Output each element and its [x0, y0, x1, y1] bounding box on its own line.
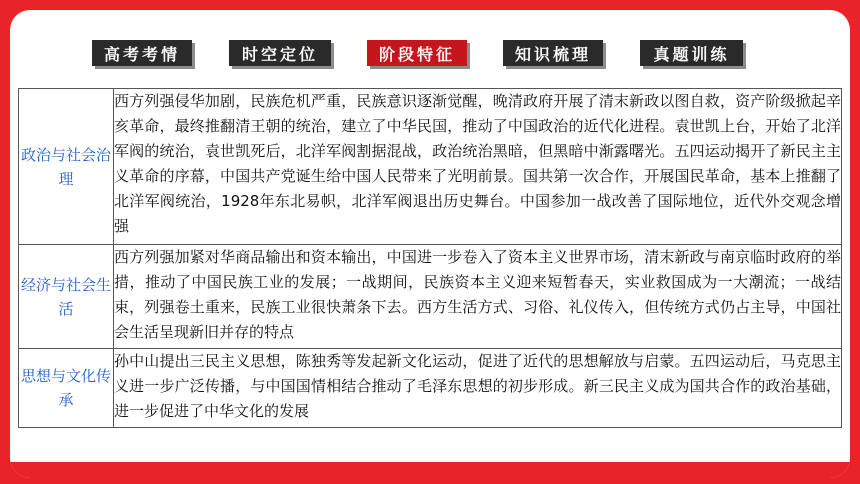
- slide-card: [10, 10, 850, 478]
- tab-bar: [10, 40, 850, 66]
- table-row: [19, 89, 842, 245]
- content-economy: 西方列强加紧对华商品输出和资本输出，中国进一步卷入了资本主义世界市场，清末新政与南京临时政府的举措，推动了中国民族工业的发展；一战期间，民族资本主义迎来短暂春天，实业救国成为一大潮流；一战结束，列强卷土重来，民族工业很快萧条下去。西方生活方式、习俗、礼仪传入，但传统方式仍占主导，中国社会生活呈现新旧并存的特点: [114, 245, 842, 349]
- stage-features-table: [18, 88, 842, 428]
- tab-time-space[interactable]: 时空定位: [229, 40, 331, 66]
- table-row: [19, 349, 842, 428]
- tab-stage-features[interactable]: 阶段特征: [367, 40, 467, 66]
- tab-exam-practice[interactable]: 真题训练: [640, 40, 743, 66]
- category-politics: 政治与社会治理: [19, 89, 114, 245]
- bottom-band: [10, 462, 850, 478]
- content-politics: 西方列强侵华加剧，民族危机严重，民族意识逐渐觉醒，晚清政府开展了清末新政以图自救，资产阶级掀起辛亥革命，最终推翻清王朝的统治，建立了中华民国，推动了中国政治的近代化进程。袁世凯上台，开始了北洋军阀的统治，袁世凯死后，北洋军阀割据混战，政治统治黑暗，但黑暗中渐露曙光。五四运动揭开了新民主主义革命的序幕，中国共产党诞生给中国人民带来了光明前景。国共第一次合作，开展国民革命，基本上推翻了北洋军阀统治，1928年东北易帜，北洋军阀退出历史舞台。中国参加一战改善了国际地位，近代外交观念增强: [114, 89, 842, 245]
- table-row: [19, 245, 842, 349]
- category-culture: 思想与文化传承: [19, 349, 114, 428]
- category-economy: 经济与社会生活: [19, 245, 114, 349]
- tab-exam-overview[interactable]: 高考考情: [92, 40, 192, 66]
- content-culture: 孙中山提出三民主义思想，陈独秀等发起新文化运动，促进了近代的思想解放与启蒙。五四运动后，马克思主义进一步广泛传播，与中国国情相结合推动了毛泽东思想的初步形成。新三民主义成为国共合作的政治基础，进一步促进了中华文化的发展: [114, 349, 842, 428]
- tab-knowledge-review[interactable]: 知识梳理: [503, 40, 603, 66]
